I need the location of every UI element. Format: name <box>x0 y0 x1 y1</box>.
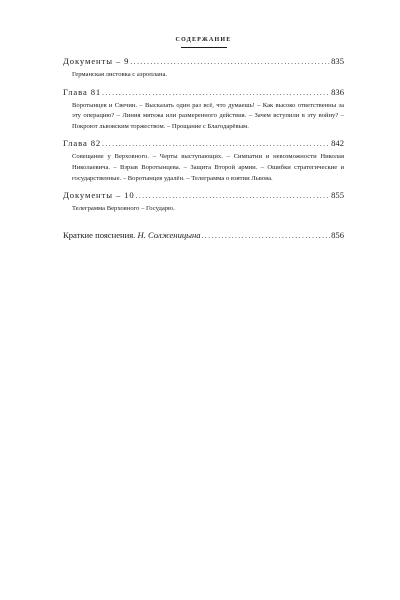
entry-page-number: 835 <box>331 56 344 66</box>
toc-entries <box>63 56 344 242</box>
dot-leader <box>136 191 331 202</box>
entry-title: Глава 81 <box>63 86 102 97</box>
entry-title <box>63 230 201 241</box>
dot-leader <box>102 139 330 150</box>
toc-entry-documents-9 <box>63 56 344 81</box>
entry-title: Документы – 9 <box>63 56 130 66</box>
toc-entry-notes <box>63 230 344 242</box>
dot-leader <box>130 57 330 68</box>
toc-entry-chapter-82 <box>63 138 344 184</box>
toc-entry-documents-10 <box>63 190 344 215</box>
toc-heading: СОДЕРЖАНИЕ <box>175 37 232 43</box>
dot-leader <box>102 88 330 99</box>
dot-leader <box>202 231 331 242</box>
entry-title: Документы – 10 <box>63 190 135 201</box>
entry-line <box>63 190 344 202</box>
entry-line <box>63 230 344 242</box>
toc-entry-chapter-81 <box>63 87 344 133</box>
entry-line <box>63 138 344 150</box>
entry-line <box>63 56 344 68</box>
entry-page-number: 842 <box>331 138 344 149</box>
toc-page <box>63 36 344 242</box>
entry-page-number: 856 <box>331 229 344 240</box>
entry-summary: Телеграмма Верховного – Государю. <box>72 205 175 213</box>
entry-summary: Германская листовка с аэроплана. <box>72 71 168 78</box>
entry-summary: Совещание у Верховного. – Черты выступающих. – Симпатии и невозможности Николая Николаевича. – Взрыв Воротынцева. – Защита Второй армии. – Ошибки стратегические и государственные. – Воротынцев удалён. – Телеграмма о взятии Львова. <box>72 153 344 182</box>
entry-line <box>63 87 344 99</box>
entry-title: Глава 82 <box>63 138 102 149</box>
heading-rule <box>181 47 227 48</box>
entry-author: Н. Солженицына <box>137 229 201 240</box>
spacer <box>63 215 344 230</box>
entry-page-number: 855 <box>331 190 344 201</box>
entry-title-text: Краткие пояснения. <box>63 229 136 240</box>
entry-summary: Воротынцев и Свечин. – Высказать один раз всё, что думаешь! – Как высоко ответственны за эту операцию? – Линия мятежа или размеренного действия. – Зачем вступили в эту войну? – Покроют львовским торжеством. – Прощание с Благодарёвым. <box>72 101 344 130</box>
entry-page-number: 836 <box>331 86 344 97</box>
